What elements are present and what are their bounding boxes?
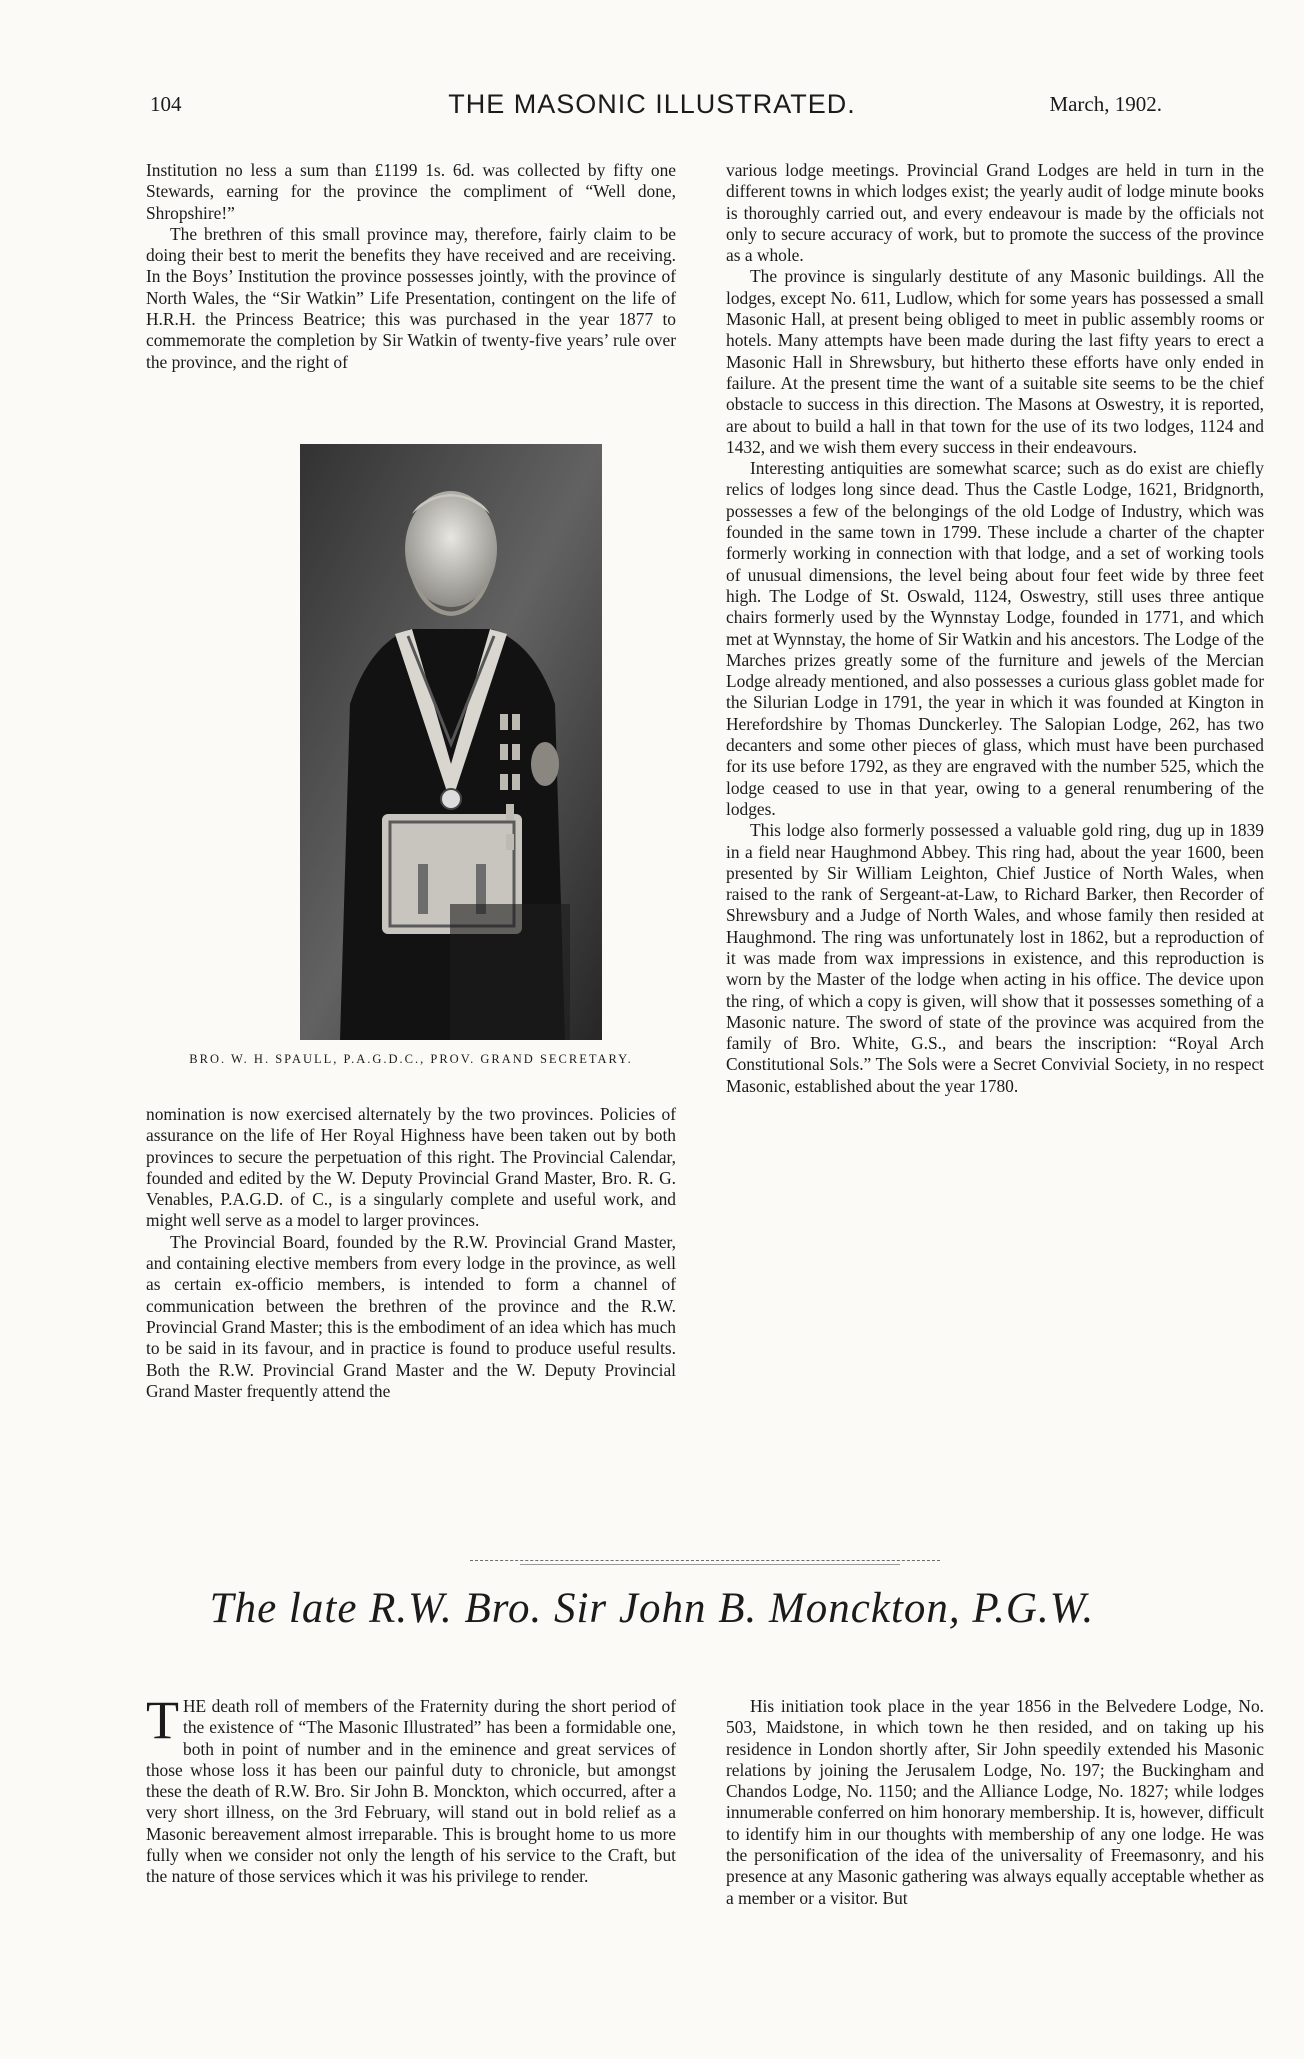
paragraph: This lodge also formerly possessed a valuable gold ring, dug up in 1839 in a field near Haughmond Abbey. This ring had, about the year 1600, been presented by Sir William Leighton, Chief Justice of North Wales, when raised to the rank of Sergeant-at-Law, to Richard Barker, then Recorder of Shrewsbury and a Judge of North Wales, and whose family then resided at Haughmond. The ring was unfortunately lost in 1862, but a reproduction of it was made from wax impressions in existence, and this reproduction is worn by the Master of the lodge when acting in his office. The device upon the ring, of which a copy is given, will show that it possesses something of a Masonic nature. The sword of state of the province was acquired from the family of Bro. White, G.S., and bears the inscription: “Royal Arch Constitutional Sols.” The Sols were a Secret Convivial Society, in no respect Masonic, established about the year 1780. bbox=[726, 820, 1264, 1096]
paragraph: various lodge meetings. Provincial Grand Lodges are held in turn in the different towns in which lodges exist; the yearly audit of lodge minute books is thoroughly carried out, and every endeavour is made by the officials not only to secure accuracy of work, but to promote the success of the province as a whole. bbox=[726, 160, 1264, 266]
section-divider bbox=[520, 1564, 900, 1565]
obituary-column-left bbox=[146, 1690, 676, 1888]
obituary-heading: The late R.W. Bro. Sir John B. Monckton, P.G.W. bbox=[209, 1585, 1095, 1632]
paragraph: Interesting antiquities are somewhat scarce; such as do exist are chiefly relics of lodges long since dead. Thus the Castle Lodge, 1621, Bridgnorth, possesses a few of the belongings of the old Lodge of Industry, which was founded in the same town in 1799. These include a charter of the chapter formerly working in connection with that lodge, and a set of working tools of unusual dimensions, the level being about four feet wide by three feet high. The Lodge of St. Oswald, 1124, Oswestry, still uses three antique chairs formerly used by the Wynnstay Lodge, founded in 1771, and which met at Wynnstay, the home of Sir Watkin and his ancestors. The Lodge of the Marches prizes greatly some of the furniture and jewels of the Mercian Lodge already mentioned, and also possesses a curious glass goblet made for the Silurian Lodge in 1791, the year in which it was founded at Kington in Herefordshire by Thomas Dunckerley. The Salopian Lodge, 262, has two decanters and some other pieces of glass, which must have been purchased for its use before 1792, as they are engraved with the number 525, which the lodge ceased to use in that year, owing to a general renumbering of the lodges. bbox=[726, 458, 1264, 819]
paragraph: The brethren of this small province may, therefore, fairly claim to be doing their best to merit the benefits they have received and are receiving. In the Boys’ Institution the province possesses jointly, with the province of North Wales, the “Sir Watkin” Life Presentation, contingent on the life of H.R.H. the Princess Beatrice; this was purchased in the year 1877 to commemorate the completion by Sir Watkin of twenty-five years’ rule over the province, and the right of bbox=[146, 223, 676, 372]
masthead-title: THE MASONIC ILLUSTRATED. bbox=[448, 89, 856, 119]
section-divider bbox=[470, 1560, 940, 1561]
paragraph: The province is singularly destitute of any Masonic buildings. All the lodges, except No. 611, Ludlow, which for some years has possessed a small Masonic Hall, at present being obliged to meet in public assembly rooms or hotels. Many attempts have been made during the last fifty years to erect a Masonic Hall in Shrewsbury, but hitherto these efforts have only ended in failure. At the present time the want of a suitable site seems to be the chief obstacle to success in this direction. The Masons at Oswestry, it is reported, are about to build a hall in that town for the use of its two lodges, 1124 and 1432, and we wish them every success in their endeavours. bbox=[726, 266, 1264, 457]
paragraph bbox=[146, 1690, 676, 1888]
page-number: 104 bbox=[150, 92, 182, 116]
portrait-figure bbox=[300, 444, 602, 1040]
portrait-caption: BRO. W. H. SPAULL, P.A.G.D.C., PROV. GRAND SECRETARY. bbox=[189, 1052, 633, 1066]
issue-date: March, 1902. bbox=[1049, 92, 1162, 116]
drop-cap: T bbox=[146, 1690, 179, 1750]
article-column-left-bottom bbox=[146, 1104, 676, 1402]
article-column-left-top bbox=[146, 160, 676, 373]
paragraph: nomination is now exercised alternately by the two provinces. Policies of assurance on the life of Her Royal Highness have been taken out by both provinces to secure the perpetuation of this right. The Provincial Calendar, founded and edited by the W. Deputy Provincial Grand Master, Bro. R. G. Venables, P.A.G.D. of C., is a singularly complete and useful work, and might well serve as a model to larger provinces. bbox=[146, 1104, 676, 1231]
article-column-right bbox=[726, 160, 1264, 1097]
paragraph: His initiation took place in the year 1856 in the Belvedere Lodge, No. 503, Maidstone, in which town he then resided, and on taking up his residence in London shortly after, Sir John speedily extended his Masonic relations by joining the Jerusalem Lodge, No. 197; the Buckingham and Chandos Lodge, No. 1150; and the Alliance Lodge, No. 1827; while lodges innumerable conferred on him honorary membership. It is, however, difficult to identify him in our thoughts with membership of any one lodge. He was the personification of the idea of the universality of Freemasonry, and his presence at any Masonic gathering was always equally acceptable whether as a member or a visitor. But bbox=[726, 1696, 1264, 1908]
paragraph: Institution no less a sum than £1199 1s. 6d. was collected by fifty one Stewards, earning for the province the compliment of “Well done, Shropshire!” bbox=[146, 160, 676, 223]
obituary-column-right bbox=[726, 1696, 1264, 1909]
paragraph-text: HE death roll of members of the Fraternity during the short period of the existence of “The Masonic Illustrated” has been a formidable one, both in point of number and in the eminence and great services of those whose loss it has been our painful duty to chronicle, but amongst these the death of R.W. Bro. Sir John B. Monckton, which occurred, after a very short illness, on the 3rd February, will stand out in bold relief as a Masonic bereavement almost irreparable. This is brought home to us more fully when we consider not only the length of his service to the Craft, but the nature of those services which it was his privilege to render. bbox=[146, 1696, 676, 1887]
paragraph: The Provincial Board, founded by the R.W. Provincial Grand Master, and containing elective members from every lodge in the province, as well as certain ex-officio members, is intended to form a channel of communication between the brethren of the province and the R.W. Provincial Grand Master; this is the embodiment of an idea which has much to be said in its favour, and in practice is found to produce useful results. Both the R.W. Provincial Grand Master and the W. Deputy Provincial Grand Master frequently attend the bbox=[146, 1231, 676, 1401]
portrait-photograph bbox=[300, 444, 602, 1040]
